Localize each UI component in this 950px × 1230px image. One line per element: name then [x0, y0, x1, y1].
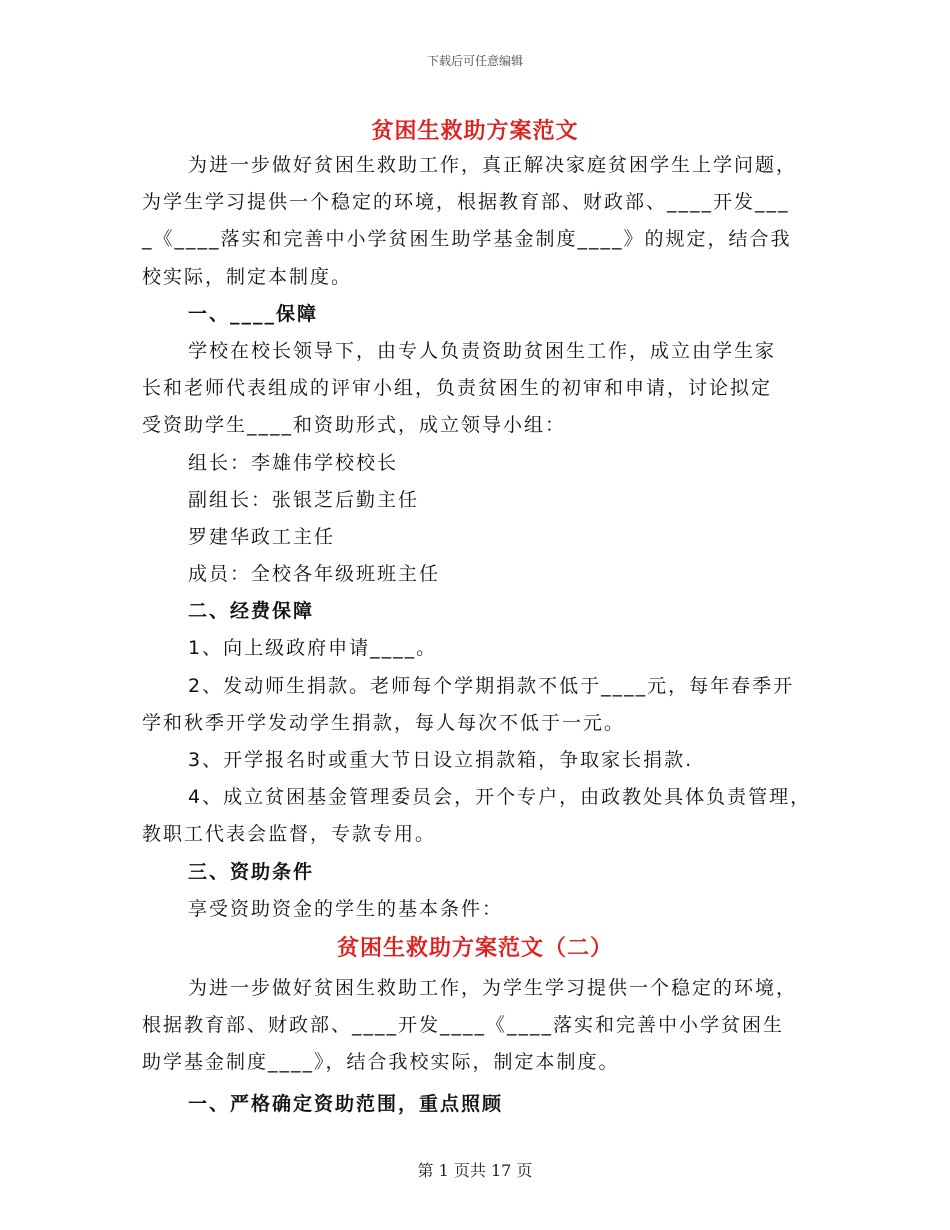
section-2-title: 贫困生救助方案范文（二） — [336, 936, 613, 961]
paragraph-line: 教职工代表会监督，专款专用。 — [142, 823, 437, 846]
list-item: 1、向上级政府申请____。 — [188, 637, 438, 660]
paragraph-line: 成员：全校各年级班班主任 — [188, 563, 441, 586]
paragraph-line: 享受资助资金的学生的基本条件： — [188, 897, 504, 920]
paragraph-line: 副组长：张银芝后勤主任 — [188, 488, 420, 511]
paragraph-line: 为进一步做好贫困生救助工作，真正解决家庭贫困学生上学问题， — [188, 154, 798, 176]
paragraph-line: 为学生学习提供一个稳定的环境，根据教育部、财政部、____开发___ — [142, 191, 790, 214]
list-item: 3、开学报名时或重大节日设立捐款箱，争取家长捐款. — [188, 749, 694, 771]
list-item: 2、发动师生捐款。老师每个学期捐款不低于____元，每年春季开 — [188, 674, 795, 697]
header-note: 下载后可任意编辑 — [426, 54, 523, 68]
page-footer: 第 1 页共 17 页 — [417, 1161, 533, 1180]
list-item: 4、成立贫困基金管理委员会，开个专户，由政教处具体负责管理， — [188, 786, 812, 809]
paragraph-line: 校实际，制定本制度。 — [142, 265, 353, 288]
section-heading: 一、____保障 — [188, 302, 319, 325]
section-heading: 一、严格确定资助范围，重点照顾 — [188, 1092, 504, 1115]
section-2-body — [142, 970, 812, 1123]
document-title: 贫困生救助方案范文 — [371, 119, 579, 144]
section-heading: 二、经费保障 — [188, 600, 315, 623]
paragraph-line: 长和老师代表组成的评审小组，负责贫困生的初审和申请，讨论拟定 — [142, 377, 773, 400]
paragraph-line: 组长：李雄伟学校校长 — [188, 451, 399, 474]
paragraph-line: 罗建华政工主任 — [188, 525, 336, 548]
paragraph-line: 受资助学生____和资助形式，成立领导小组： — [142, 414, 567, 437]
paragraph-line: 根据教育部、财政部、____开发____《____落实和完善中小学贫困生 — [142, 1014, 785, 1037]
paragraph-line: 助学基金制度____》，结合我校实际，制定本制度。 — [142, 1051, 620, 1074]
paragraph-line: _《____落实和完善中小学贫困生助学基金制度____》的规定，结合我 — [142, 228, 792, 251]
section-1-body — [142, 147, 812, 928]
paragraph-line: 为进一步做好贫困生救助工作，为学生学习提供一个稳定的环境， — [188, 977, 798, 999]
paragraph-line: 学和秋季开学发动学生捐款，每人每次不低于一元。 — [142, 711, 626, 734]
section-heading: 三、资助条件 — [188, 860, 315, 883]
paragraph-line: 学校在校长领导下，由专人负责资助贫困生工作，成立由学生家 — [188, 339, 777, 362]
